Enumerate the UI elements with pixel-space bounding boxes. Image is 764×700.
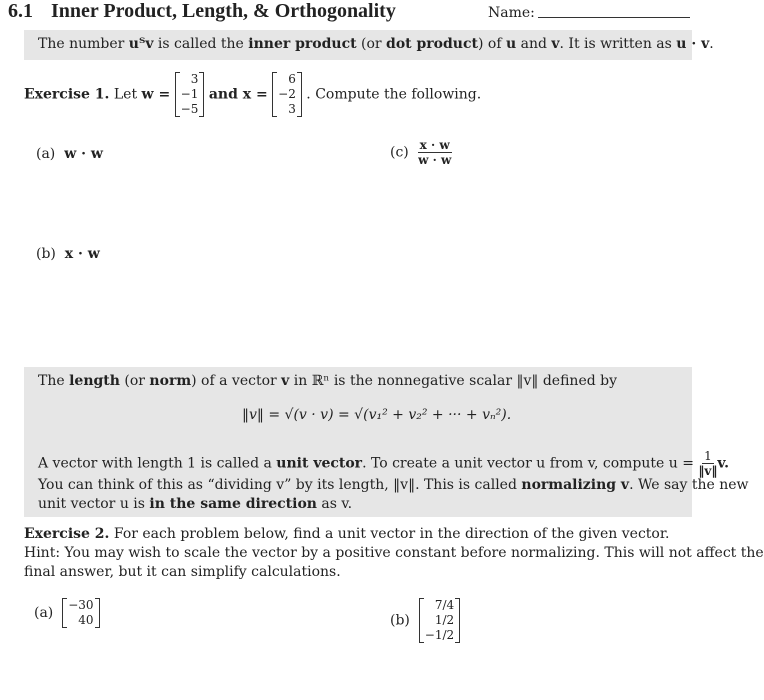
- vector-2b: 7/4 1/2 −1/2: [419, 598, 460, 643]
- length-definition-line1: The length (or norm) of a vector v in ℝⁿ is the nonnegative scalar ‖v‖ defined by: [38, 373, 618, 389]
- inner-product-definition: The number uᵀv is called the inner product (or dot product) of u and v. It is written as u · v.: [38, 36, 714, 52]
- section-heading: Inner Product, Length, & Orthogonality: [51, 0, 396, 22]
- length-definition-line3: You can think of this as “dividing v” by its length, ‖v‖. This is called normalizing v. We say the new: [38, 477, 749, 493]
- exercise-2-label: Exercise 2.: [24, 526, 110, 542]
- exercise-2-statement: Exercise 2. For each problem below, find a unit vector in the direction of the given vector.: [24, 526, 670, 542]
- exercise-2b: (b) 7/4 1/2 −1/2: [390, 598, 460, 643]
- vector-x: 6 −2 3: [272, 72, 302, 117]
- section-number: 6.1: [8, 0, 33, 22]
- name-label: Name:: [488, 5, 535, 21]
- exercise-1-label: Exercise 1.: [24, 86, 110, 103]
- exercise-1b: (b) x · w: [36, 246, 100, 262]
- exercise-1-statement: Exercise 1. Let w = 3 −1 −5 and x = 6 −2 3 . Compute the following.: [24, 72, 482, 116]
- vector-2a: −30 40: [62, 598, 99, 628]
- inner-product-definition-box: [24, 30, 714, 60]
- length-definition-line4: unit vector u is in the same direction as v.: [38, 496, 353, 512]
- exercise-2a: (a) −30 40: [34, 598, 100, 628]
- exercise-1a: (a) w · w: [36, 146, 103, 162]
- section-title: [8, 0, 396, 23]
- exercise-1c: (c) $\frac{x \cdot w}{w \cdot w}$: [390, 138, 452, 167]
- norm-formula: ‖v‖ = √(v · v) = √(v₁² + v₂² + ··· + vₙ²).: [242, 407, 512, 423]
- one-over-norm-fraction: $\frac{1}{‖v‖}$: [698, 449, 718, 478]
- exercise-2-hint-cont: final answer, but it can simplify calculations.: [24, 564, 341, 580]
- vector-w: 3 −1 −5: [175, 72, 205, 117]
- name-blank-line[interactable]: [538, 17, 690, 18]
- fraction-xw-over-ww: $\frac{x \cdot w}{w \cdot w}$: [418, 138, 452, 167]
- length-definition-line2: A vector with length 1 is called a unit vector. To create a unit vector u from v, compute u = $\frac{1}{‖v‖}$ v.: [38, 449, 730, 478]
- exercise-2-hint: Hint: You may wish to scale the vector by a positive constant before normalizing. This will not affect the: [24, 545, 764, 561]
- length-definition-box: [24, 367, 749, 517]
